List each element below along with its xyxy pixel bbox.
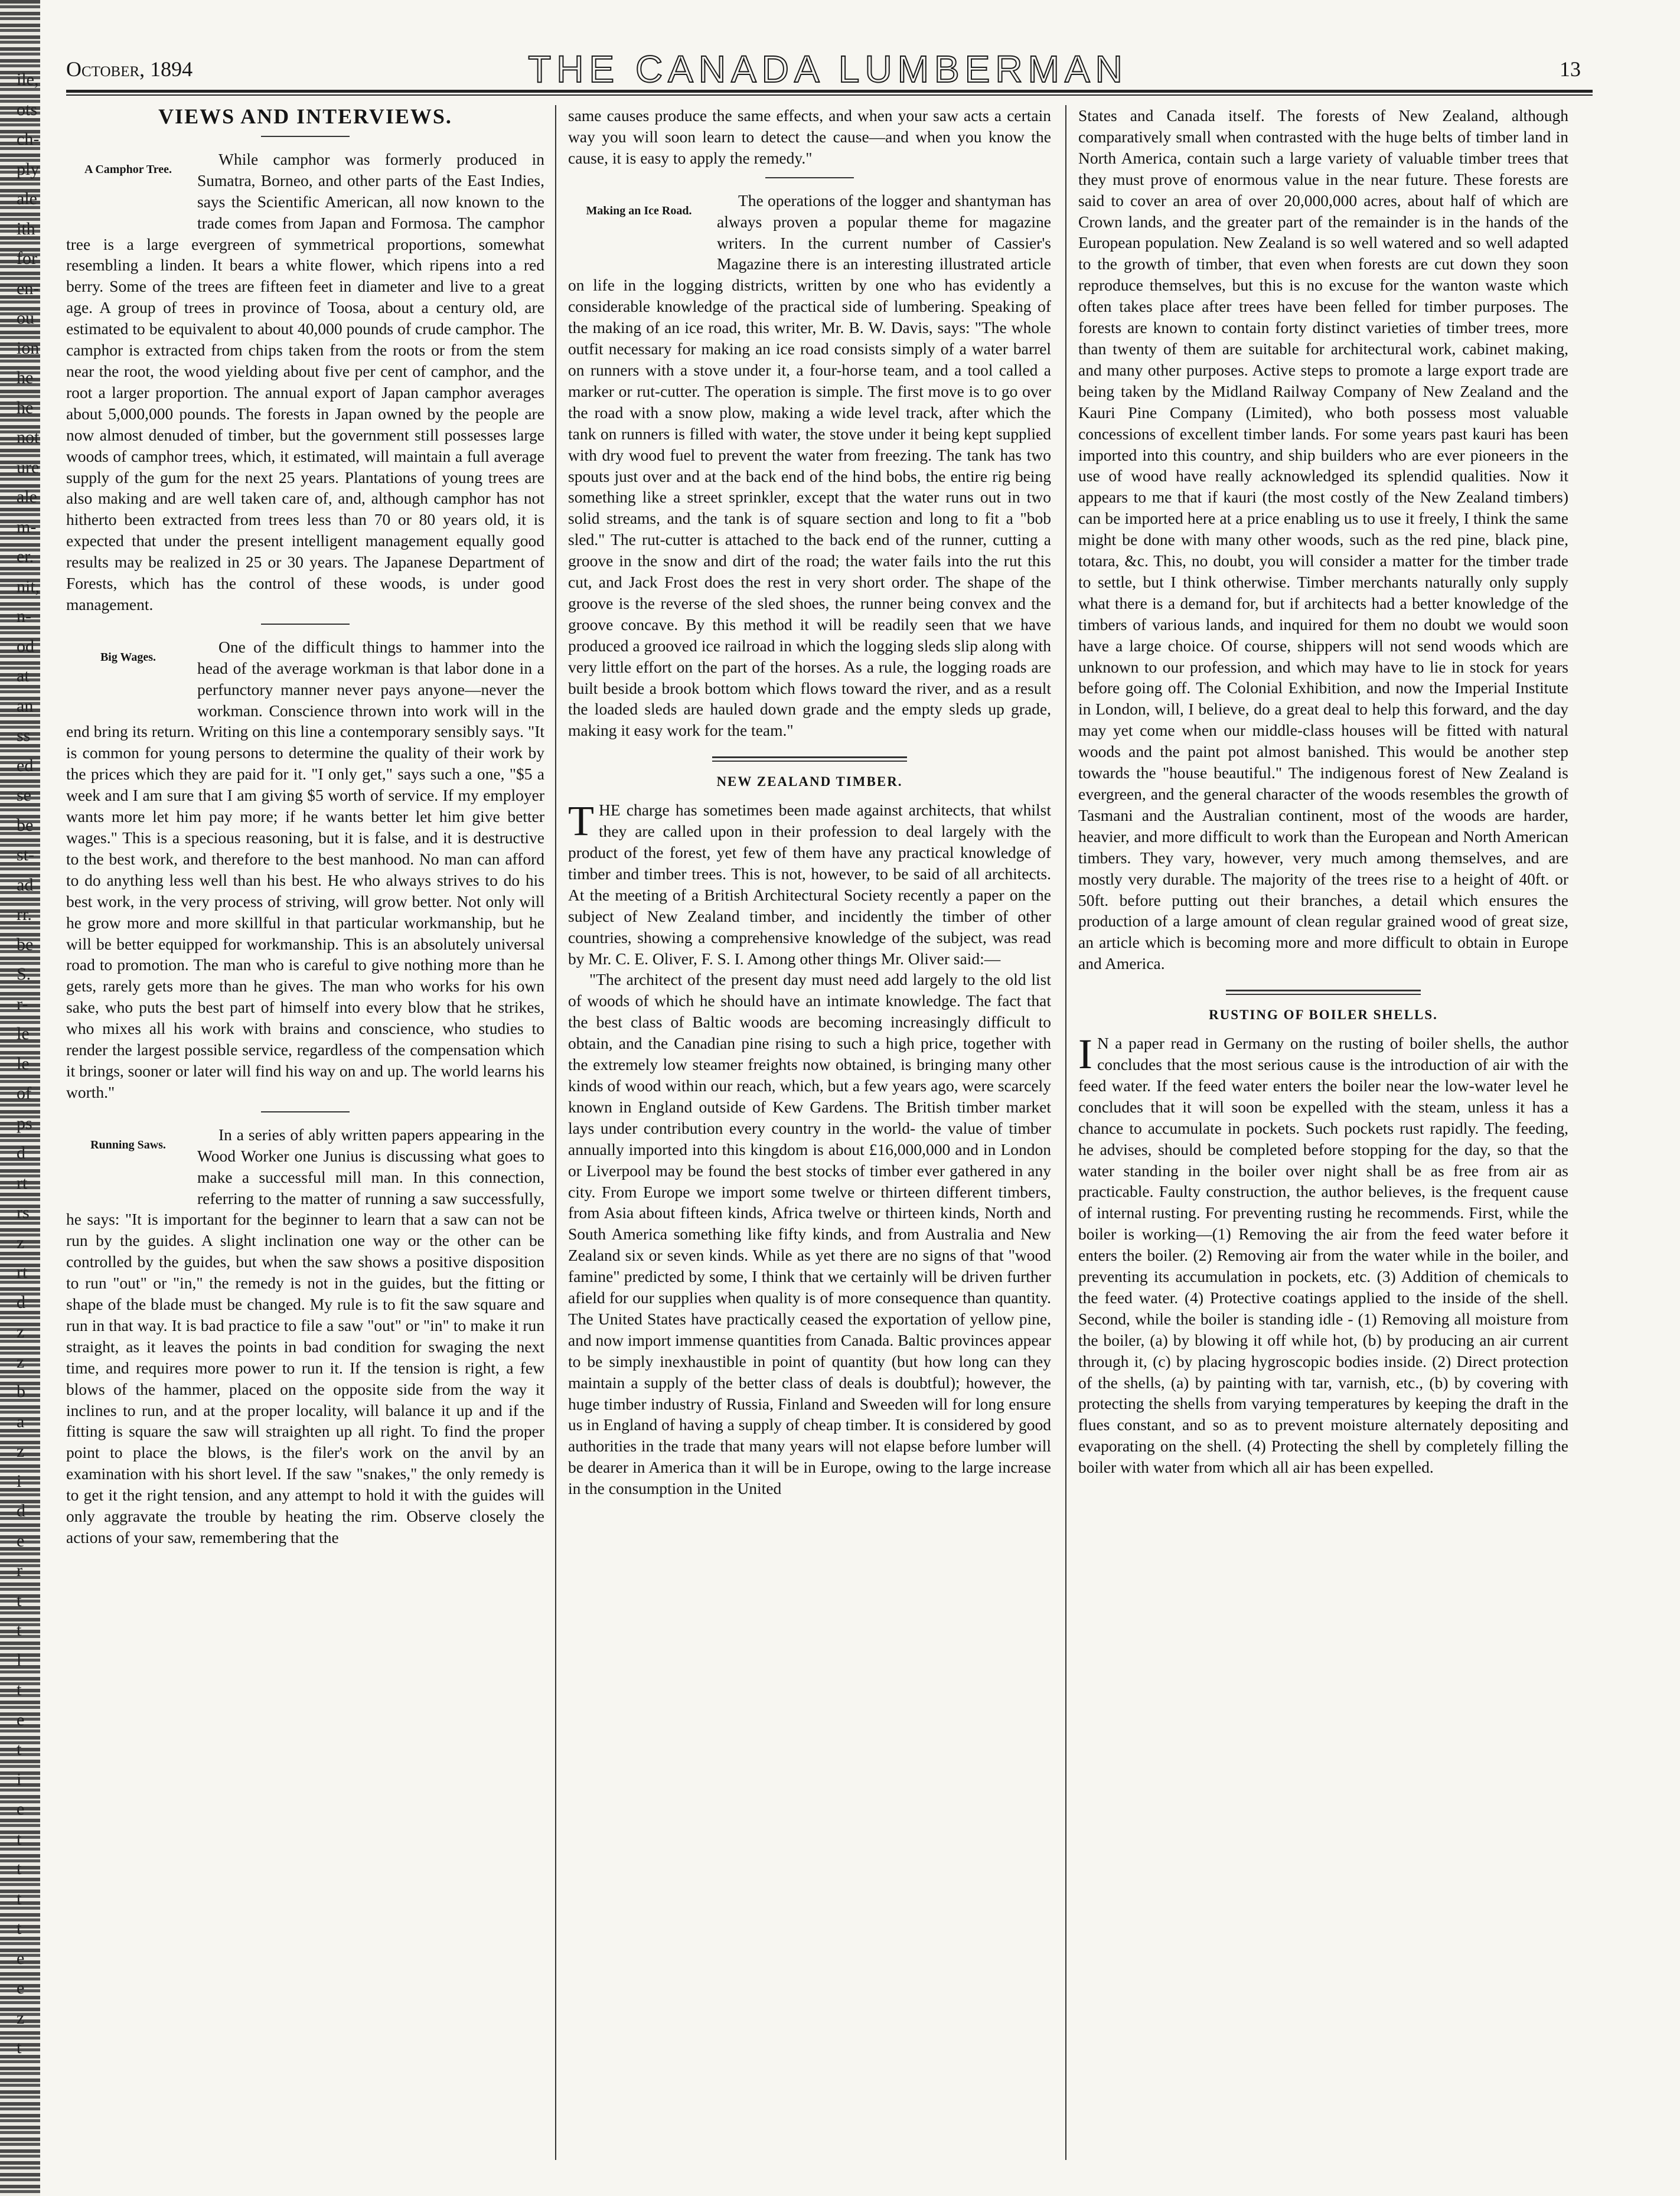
gutter-stub-text: rs [17, 1203, 30, 1222]
article-camphor-tree: While camphor was formerly produced in Sumatra, Borneo, and other parts of the East Indies, says the Scientific American, all now known to the trade comes from Japan and Formosa. The camphor tree is a large evergreen of symmetrical proportions, somewhat resembling a linden. It bears a white flower, which ripens into a red berry. Some of the trees are fifteen feet in diameter and live to a great age. A group of trees in province of Toosa, about a century old, are estimated to be equivalent to about 40,000 pounds of crude camphor. The camphor is extracted from chips taken from the roots or from the stem near the root, the wood yielding about five per cent of camphor, and the root a larger proportion. The annual export of Japan camphor averages about 5,000,000 pounds. The forests in Japan owned by the people are now almost denuded of timber, but the government still possesses large woods of camphor trees, which, it estimated, will maintain a full average supply of the gum for the next 25 years. Plantations of young trees are also making and are well taken care of, and, although camphor has not hitherto been extracted from trees less than 70 or 80 years old, it is expected that under the present intelligent management equally good results may be realized in 25 or 30 years. The Japanese Department of Forests, which has the control of these woods, is under good management. [66, 149, 544, 614]
paragraph-text: N a paper read in Germany on the rusting of boiler shells, the author concludes that the most serious cause is the introduction of air with the feed water. If the feed water enters the boiler near the low-water level he concludes that it will soon be expelled with the steam, unless it has a chance to accumulate in pockets. Such pockets rust rapidly. The feeding, he advises, should be completed before stopping for the day, so that the water standing in the boiler over night shall be as free from air as practicable. Faulty construction, the author believes, is the frequent cause of internal rusting. For preventing rusting he recommends. First, while the boiler is working—(1) Removing the air from the feed water before it enters the boiler. (2) Removing air from the water while in the boiler, and preventing its accumulation in pockets, etc. (3) Addition of chemicals to the feed water. (4) Protective coatings applied to the inside of the shell. Second, while the boiler is standing idle - (1) Removing all moisture from the boiler, (a) by blowing it off while hot, (b) by producing an air current through it, (c) by placing hygroscopic bodies inside. (2) Direct protection of the shells, (a) by painting with tar, varnish, etc., (b) by covering with protecting the shells from varying temperatures by keeping the draft in the flues constant, and so as to prevent moisture alternately depositing and evaporating on the shell. (4) Protecting the shell by completely filling the boiler with water from which all air has been expelled. [1078, 1034, 1568, 1477]
gutter-stub-text: a [17, 1411, 25, 1431]
gutter-stub-text: of [17, 1084, 31, 1103]
gutter-stub-text: r [17, 1561, 22, 1580]
article-heading: RUSTING OF BOILER SHELLS. [1209, 1007, 1438, 1023]
gutter-stub-text: i [17, 1471, 22, 1491]
gutter-stub-text: d [17, 1501, 25, 1520]
article-heading: NEW ZEALAND TIMBER. [716, 774, 903, 789]
double-rule [1226, 990, 1421, 995]
gutter-stub-text: d [17, 1292, 25, 1312]
gutter-stub-text: er. [17, 547, 34, 566]
gutter-stub-text: he [17, 368, 34, 387]
gutter-stub-text: z [17, 1232, 25, 1252]
column-3 [1078, 105, 1568, 2172]
gutter-stub-text: t [17, 1680, 22, 1699]
gutter-stub-text: ply [17, 159, 40, 179]
gutter-stub-text: at [17, 666, 30, 686]
gutter-stub-text: e [17, 1709, 25, 1730]
section-headline: VIEWS AND INTERVIEWS. [158, 105, 452, 128]
gutter-stub-text: en- [17, 278, 40, 298]
gutter-stub-text: rt [17, 1262, 28, 1282]
gutter-stub-text: t [17, 1888, 22, 1908]
gutter-stub-text: e [17, 1531, 25, 1551]
drop-cap: I [1078, 1030, 1092, 1078]
double-rule [712, 756, 907, 762]
issue-date: October, 1894 [66, 57, 193, 81]
gutter-stub-text: ots [17, 99, 38, 119]
column-2 [568, 105, 1051, 2172]
newspaper-title: THE CANADA LUMBERMAN [528, 48, 1128, 90]
gutter-stub-text: e [17, 1978, 25, 1998]
gutter-stub-text: ou [17, 308, 34, 328]
article-running-saws: In a series of ably written papers appearing in the Wood Worker one Junius is discussing what goes to make a successful mill man. In this connection, referring to the matter of running a saw successfully, he says: "It is important for the beginner to learn that a saw can not be run by the guides. A slight inclination one way or the other can be controlled by the guides, but when the saw shows a positive disposition to run "out" or "in," the remedy is not in the guides, but the fitting or shape of the blade must be changed. My rule is to fit the saw square and run in that way. It is bad practice to file a saw "out" or "in" to make it run straight, as it leaves the points in bad condition for swaging the next time, and requires more power to run it. If the tension is right, a few blows of the hammer, placed on the opposite side from the way it inclines to run, and at the proper locality, will balance it up and if the fitting is square the saw will straighten up all right. To find the proper point to place the blows, is the filer's work on the anvil by an examination with his short level. If the saw "snakes," the only remedy is to get it the right tension, and any attempt to hold it with the guides will only aggravate the trouble by heating the rim. Observe closely the actions of your saw, remembering that the [66, 1125, 544, 1546]
short-rule [765, 177, 854, 178]
gutter-stub-text: t [17, 1859, 22, 1878]
gutter-stub-text: ion [17, 338, 40, 358]
gutter-stub-text: ile, [17, 70, 39, 89]
gutter-stub-text: ale [17, 189, 37, 208]
gutter-stub-text: le [17, 1024, 30, 1043]
gutter-stub-text: rr. [17, 905, 32, 924]
gutter-stub-text: z [17, 2008, 25, 2028]
gutter-stub-text: l [17, 1650, 22, 1670]
gutter-stub-text: e [17, 1948, 25, 1968]
gutter-stub-text: t [17, 2038, 22, 2057]
gutter-stub-text: be [17, 934, 34, 954]
column-1 [66, 105, 544, 2172]
gutter-stub-text: z [17, 1322, 25, 1342]
gutter-stub-text: ure [17, 457, 40, 477]
page-number: 13 [1560, 57, 1581, 81]
short-rule [261, 1111, 350, 1112]
article-new-zealand-timber [568, 797, 1051, 969]
gutter-stub-text: d [17, 1143, 25, 1163]
paragraph-text: HE charge has sometimes been made against architects, that whilst they are called upon in their profession to deal largely with the product of the forest, yet few of them have any practical knowledge of timber and timber trees. This is not, however, to be said of all architects. At the meeting of a British Architectural Society recently a paper on the subject of New Zealand timber, and incidently the timber of other countries, showing a comprehensive knowledge of the subject, was read by Mr. C. E. Oliver, F. S. I. Among other things Mr. Oliver said:— [568, 801, 1051, 968]
side-heading: A Camphor Tree. [84, 162, 172, 176]
gutter-stub-text: not [17, 428, 40, 447]
masthead [66, 48, 1593, 90]
gutter-stub-text: he [17, 397, 34, 417]
gutter-stub-text: ith [17, 218, 35, 239]
gutter-stub-text: t [17, 1740, 22, 1759]
column-divider [1065, 105, 1066, 2160]
gutter-stub-text: nit, [17, 576, 40, 596]
gutter-stub-text: n- [17, 606, 31, 626]
gutter-stub-text: od [17, 636, 34, 656]
gutter-stub-text: an [17, 696, 34, 716]
gutter-stub-text: le [17, 1053, 30, 1073]
adjacent-page-stubs [17, 65, 58, 2063]
article-big-wages: One of the difficult things to hammer into the head of the average workman is that labor done in a perfunctory manner never pays anyone—never the workman. Conscience thrown into work will in the end bring its return. Writing on this line a contemporary sensibly says. "It is common for young persons to determine the quality of their work by the prices which they are paid for it. "I only get," says such a one, "$5 a week and I am sure that I am giving $5 worth of service. If my employer wants more let him pay more; if he wants better let him give better wages." This is a specious reasoning, but it is false, and it is destructive to the best work, and therefore to the best manhood. No man can afford to do anything less well than his best. He who always strives to do his best work, in the very process of striving, will grow better. Not only will he grow more and more skillful in that particular workmanship, but he will be better equipped for workmanship. This is an absolutely universal road to promotion. The man who is careful to give nothing more than he gets, rarely gets more than he gives. The man who works for his own sake, who puts the best part of himself into every blow that he strikes, who mixes all his work with brains and conscience, who studies to render the largest possible service, regardless of the compensation which it brings, sooner or later will find his way on and up. The world learns his worth." [66, 637, 544, 1101]
gutter-stub-text: t [17, 1918, 22, 1938]
side-heading: Big Wages. [100, 650, 156, 664]
article-running-saws-continued: same causes produce the same effects, and when your saw acts a certain way you will soon learn to detect the cause—and when you know the cause, it is easy to apply the remedy." [568, 106, 1051, 167]
gutter-stub-text: st- [17, 845, 34, 864]
gutter-stub-text: ale [17, 487, 37, 507]
gutter-stub-text: S. [17, 964, 31, 984]
gutter-stub-text: for [17, 249, 37, 268]
column-divider [555, 105, 556, 2160]
gutter-stub-text: i [17, 1769, 22, 1789]
gutter-stub-text: b [17, 1382, 25, 1401]
gutter-stub-text: ch- [17, 129, 40, 149]
gutter-stub-text: t [17, 1829, 22, 1849]
gutter-stub-text: ed [17, 755, 34, 775]
gutter-stub-text: r- [17, 994, 28, 1014]
article-new-zealand-timber-quote: "The architect of the present day must need add largely to the old list of woods of which he should have an intimate knowledge. The fact that the best class of Baltic woods are becoming increasingly difficult to obtain, and the Canadian pine rising to such a high price, together with the extremely low steamer freights now obtained, is bringing many other kinds of wood within our reach, which, but a few years ago, were scarcely known in England outside of Kew Gardens. The British timber market lays under contribution every country in the world- the value of timber annually imported into this kingdom is about £16,000,000 and in London or Liverpool may be found the best stocks of timber ever gathered in any city. From Europe we import some twelve or thirteen different timbers, from Asia about fifteen kinds, Africa twelve or thirteen kinds, North and South America something like fifty kinds, and from Australia and New Zealand six or seven kinds. While as yet there are no signs of that "wood famine" predicted by some, I think that we certainly will be driven further afield for our supplies when quality is of more consequence than quantity. The United States have practically ceased the exportation of yellow pine, and now import immense quantities from Canada. Baltic provinces appear to be simply inexhaustible in point of quantity (but how long can they maintain a supply of the better class of deals is doubtful); however, the huge timber industry of Russia, Finland and Sweeden will for long ensure us in England of having a supply of cheap timber. It is considered by good authorities in the trade that many years will not elapse before lumber will be dearer in America than it will be in Europe, owing to the large increase in the consumption in the United [568, 970, 1051, 1498]
gutter-stub-text: e [17, 1799, 25, 1819]
short-rule [261, 624, 350, 625]
gutter-stub-text: ps [17, 1113, 32, 1133]
gutter-stub-text: ss [17, 726, 31, 745]
masthead-rule [66, 90, 1593, 96]
gutter-stub-text: t [17, 1590, 22, 1610]
gutter-stub-text: z [17, 1352, 25, 1372]
article-rusting-boiler-shells [1078, 1030, 1568, 1478]
gutter-stub-text: ad [17, 875, 34, 895]
side-heading: Running Saws. [90, 1138, 166, 1151]
article-ice-road: The operations of the logger and shantyman has always proven a popular theme for magazine writers. In the current number of Cassier's Magazine there is an interesting illustrated article on life in the logging districts, written by one who has evidently a considerable knowledge of the practical side of lumbering. Speaking of the making of an ice road, this writer, Mr. B. W. Davis, says: "The whole outfit necessary for making an ice road consists simply of a water barrel on runners with a stove under it, a four-horse team, and a tool called a marker or rut-cutter. The operation is simple. The first move is to go over the road with a snow plow, making a wide level track, after which the tank on runners is filled with water, the stove under it being kept supplied with dry wood fuel to prevent the water from freezing. The tank has two spouts just over and at the back end of the hind bobs, the entire rig being something like a street sprinkler, except that the water runs out in two solid streams, and the tank is of square section and long to fit a "bob sled." The rut-cutter is attached to the back end of the runner, cutting a groove in the snow and dirt of the road; the water fails into the rut this cut, and Jack Frost does the rest in very short order. The shape of the groove is the reverse of the sled shoes, the runner being convex and the groove concave. By this method it will be readily seen that we have produced a grooved ice railroad in which the logging sleds slip along with very little effort on the part of the horses. As a rule, the logging roads are built beside a brook bottom which flows toward the river, and as a result the loaded sleds are hauled down grade and the empty sleds up grade, making it easy work for the team." [568, 191, 1051, 740]
drop-cap: T [568, 797, 594, 845]
gutter-stub-text: t [17, 1620, 22, 1640]
gutter-stub-text: z [17, 1441, 25, 1461]
article-new-zealand-timber-continued: States and Canada itself. The forests of New Zealand, although comparatively small when contrasted with the huge belts of timber land in North America, contain such a large variety of valuable timber trees that they must prove of enormous value in the near future. These forests are said to cover an area of over 20,000,000 acres, about half of which are Crown lands, and the greater part of the remainder is in the hands of the European population. New Zealand is so well watered and so well adapted to the growth of timber, that even when forests are cut down they soon reproduce themselves, but this is no excuse for the wanton waste which often takes place after trees have been felled for timber purposes. The forests are known to contain forty distinct varieties of timber trees, more than twenty of them are suitable for architectural work, cabinet making, and many other purposes. Active steps to promote a large export trade are being taken by the Midland Railway Company of New Zealand and the Kauri Pine Company (Limited), who both possess most valuable concessions of excellent timber lands. For some years past kauri has been imported into this country, and ship builders who are ever pioneers in the use of wood have really acknowledged its splendid qualities. Now it appears to me that if kauri (the most costly of the New Zealand timbers) can be imported here at a price enabling us to use it freely, I think the same might be done with many other woods, such as the red pine, black pine, totara, &c. This, no doubt, you will consider a matter for the timber trade to settle, but I think otherwise. Timber merchants naturally only supply what there is a demand for, but if architects had a better knowledge of the timbers of various lands, and inquired for them no doubt we would soon have a large choice. Of course, shippers will not send woods which are unknown to our profession, and which may have to lie in stock for years before going off. The Colonial Exhibition, and now the Imperial Institute in London, will, I believe, do a great deal to help this forward, and the day may yet come when our middle-class houses will be fitted with natural woods and the paint pot almost banished. This would be another step towards the "house beautiful." The indigenous forest of New Zealand is evergreen, and the general character of the woods resembles the growth of Tasmani and the Australian continent, most of the woods are harder, heavier, and more difficult to work than the European and North American timbers. They vary, however, very much among themselves, and are mostly very durable. The majority of the trees rise to a height of 40ft. or 50ft. before putting out their branches, a detail which ensures the production of a large amount of clean regular grained wood of great size, an article which is becoming more and more difficult to obtain in Europe and America. [1078, 106, 1568, 973]
side-heading: Making an Ice Road. [586, 204, 692, 217]
short-rule [261, 136, 350, 137]
gutter-stub-text: be [17, 815, 34, 835]
gutter-stub-text: rt [17, 1173, 28, 1193]
gutter-stub-text: m- [17, 517, 37, 537]
gutter-stub-text: se [17, 785, 31, 805]
